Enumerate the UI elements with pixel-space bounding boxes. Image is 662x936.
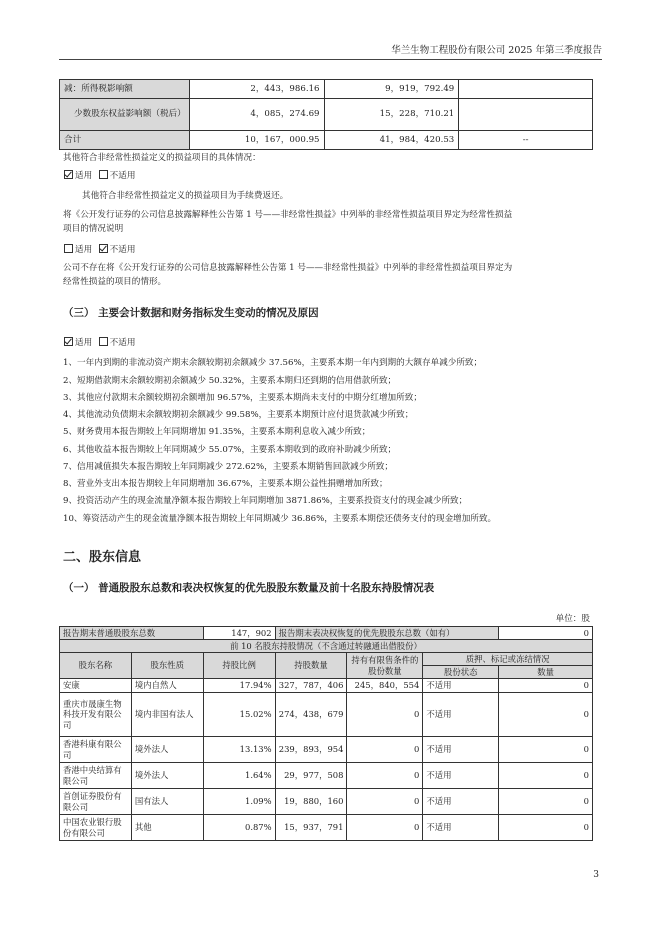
sh-count: 0 [499, 789, 593, 815]
table-row [60, 99, 593, 131]
sh-nature: 境外法人 [131, 737, 203, 763]
row-value-3: -- [459, 131, 593, 150]
page-number: 3 [593, 870, 599, 880]
sh-restricted: 0 [347, 789, 423, 815]
change-item: 1、一年内到期的非流动资产期末余额较期初余额减少 37.56%，主要系本期一年内到期的大额存单减少所致； [63, 358, 483, 368]
checked-box-icon [99, 244, 108, 253]
sh-count: 0 [499, 763, 593, 789]
change-item: 6、其他收益本报告期较上年同期减少 55.07%，主要系本期收到的政府补助减少所致； [63, 445, 397, 455]
unit-label: 单位：股 [555, 614, 590, 624]
explain-line-1: 将《公开发行证券的公司信息披露解释性公告第 1 号——非经常性损益》中列举的非经常性损益项目界定为经常性损益 [63, 210, 513, 220]
sh-count: 0 [499, 815, 593, 841]
col-nature: 股东性质 [131, 653, 203, 679]
sh-name: 安康 [60, 679, 132, 693]
col-ratio: 持股比例 [203, 653, 275, 679]
explain-body-1: 公司不存在将《公开发行证券的公司信息披露解释性公告第 1 号——非经常性损益》中列举的非经常性损益项目界定为 [63, 263, 513, 273]
sh-restricted: 0 [347, 763, 423, 789]
sh-qty: 15，937，791 [275, 815, 347, 841]
sh-ratio: 13.13% [203, 737, 275, 763]
applicable-label: 适用 [75, 171, 93, 181]
sh-ratio: 17.94% [203, 679, 275, 693]
sh-nature: 国有法人 [131, 789, 203, 815]
table-row [60, 789, 593, 815]
row-value-3 [459, 80, 593, 99]
sh-nature: 其他 [131, 815, 203, 841]
other-items-body: 其他符合非经常性损益定义的损益项目为手续费返还。 [82, 191, 289, 201]
row-value-3 [459, 99, 593, 131]
sh-qty: 19，880，160 [275, 789, 347, 815]
section-3-checkbox-row [63, 336, 135, 348]
row-value-1: 4，085，274.69 [189, 99, 324, 131]
change-item: 10、筹资活动产生的现金流量净额本报告期较上年同期减少 36.86%，主要系本期偿还债务支付的现金增加所致。 [63, 514, 497, 524]
sh-status: 不适用 [423, 693, 499, 737]
table-row [60, 131, 593, 150]
sh-ratio: 0.87% [203, 815, 275, 841]
sh-count: 0 [499, 737, 593, 763]
table-row [60, 763, 593, 789]
total-value: 147，902 [203, 627, 275, 640]
sh-name: 香港中央结算有限公司 [60, 763, 132, 789]
sh-qty: 239，893，954 [275, 737, 347, 763]
total-label: 报告期末普通股股东总数 [60, 627, 204, 640]
table-row [60, 815, 593, 841]
table-row [60, 80, 593, 99]
sh-ratio: 1.64% [203, 763, 275, 789]
table-header-row [60, 653, 593, 666]
pref-value: 0 [499, 627, 593, 640]
sh-count: 0 [499, 679, 593, 693]
row-value-1: 10，167，000.95 [189, 131, 324, 150]
sh-name: 香港科康有限公司 [60, 737, 132, 763]
sh-name: 中国农业银行股份有限公司 [60, 815, 132, 841]
row-label: 合计 [60, 131, 190, 150]
table-row [60, 737, 593, 763]
checked-box-icon [64, 170, 73, 179]
sh-qty: 29，977，508 [275, 763, 347, 789]
sh-status: 不适用 [423, 737, 499, 763]
not-applicable-label: 不适用 [109, 171, 136, 181]
change-item: 5、财务费用本报告期较上年同期增加 91.35%，主要系本期利息收入减少所致； [63, 427, 371, 437]
sh-restricted: 0 [347, 737, 423, 763]
not-applicable-label: 不适用 [109, 338, 136, 348]
applicable-label: 适用 [75, 338, 93, 348]
col-name: 股东名称 [60, 653, 132, 679]
other-items-title: 其他符合非经常性损益定义的损益项目的具体情况： [63, 153, 261, 163]
pref-label: 报告期末表决权恢复的优先股股东总数（如有） [275, 627, 499, 640]
row-label: 减：所得税影响额 [60, 80, 190, 99]
section-shareholders-title: 二、股东信息 [63, 550, 142, 565]
non-recurring-table [59, 79, 593, 150]
top10-title: 前 10 名股东持股情况（不含通过转融通出借股份） [60, 640, 593, 653]
sh-nature: 境内非国有法人 [131, 693, 203, 737]
other-items-checkbox-row [63, 169, 135, 181]
change-item: 2、短期借款期末余额较期初余额减少 50.32%，主要系本期归还到期的信用借款所致； [63, 376, 397, 386]
col-restricted: 持有有限售条件的股份数量 [347, 653, 423, 679]
row-value-1: 2，443，986.16 [189, 80, 324, 99]
change-item: 7、信用减值损失本报告期较上年同期减少 272.62%，主要系本期销售回款减少所致； [63, 462, 394, 472]
checked-box-icon [64, 337, 73, 346]
sh-restricted: 0 [347, 693, 423, 737]
sh-name: 重庆市晟康生物科技开发有限公司 [60, 693, 132, 737]
row-label: 少数股东权益影响额（税后） [60, 99, 190, 131]
unchecked-box-icon [99, 337, 108, 346]
sh-name: 首创证券股份有限公司 [60, 789, 132, 815]
change-item: 8、营业外支出本报告期较上年同期增加 36.67%，主要系本期公益性捐赠增加所致； [63, 479, 388, 489]
table-row [60, 679, 593, 693]
explain-body-2: 经常性损益的项目的情形。 [63, 277, 167, 287]
row-value-2: 41，984，420.53 [324, 131, 459, 150]
sh-ratio: 1.09% [203, 789, 275, 815]
sh-restricted: 245，840，554 [347, 679, 423, 693]
row-value-2: 15，228，710.21 [324, 99, 459, 131]
sh-qty: 274，438，679 [275, 693, 347, 737]
change-item: 3、其他应付款期末余额较期初余额增加 96.57%，主要系本期尚未支付的中期分红增加所致； [63, 393, 422, 403]
unchecked-box-icon [99, 170, 108, 179]
col-count: 数量 [499, 666, 593, 679]
sh-nature: 境内自然人 [131, 679, 203, 693]
sh-status: 不适用 [423, 815, 499, 841]
section-3-title: （三） 主要会计数据和财务指标发生变动的情况及原因 [63, 307, 319, 319]
table-row [60, 693, 593, 737]
shareholders-table [59, 626, 593, 841]
explain-checkbox-row [63, 243, 135, 255]
col-status: 股份状态 [423, 666, 499, 679]
change-item: 9、投资活动产生的现金流量净额本报告期较上年同期增加 3871.86%，主要系投资支付的现金减少所致； [63, 496, 468, 506]
sh-count: 0 [499, 693, 593, 737]
sh-qty: 327，787，406 [275, 679, 347, 693]
row-value-2: 9，919，792.49 [324, 80, 459, 99]
sh-nature: 境外法人 [131, 763, 203, 789]
sh-status: 不适用 [423, 679, 499, 693]
not-applicable-label: 不适用 [109, 245, 136, 255]
table-row [60, 640, 593, 653]
col-qty: 持股数量 [275, 653, 347, 679]
applicable-label: 适用 [75, 245, 93, 255]
unchecked-box-icon [64, 244, 73, 253]
sh-ratio: 15.02% [203, 693, 275, 737]
page-header [59, 44, 602, 60]
change-item: 4、其他流动负债期末余额较期初余额减少 99.58%，主要系本期预计应付退货款减少所致； [63, 410, 414, 420]
sh-restricted: 0 [347, 815, 423, 841]
header-title: 华兰生物工程股份有限公司 2025 年第三季度报告 [391, 45, 602, 56]
col-pledge: 质押、标记或冻结情况 [423, 653, 593, 666]
table-row [60, 627, 593, 640]
section-shareholders-1-title: （一） 普通股股东总数和表决权恢复的优先股股东数量及前十名股东持股情况表 [63, 582, 435, 594]
explain-line-2: 项目的情况说明 [63, 224, 124, 234]
sh-status: 不适用 [423, 763, 499, 789]
sh-status: 不适用 [423, 789, 499, 815]
